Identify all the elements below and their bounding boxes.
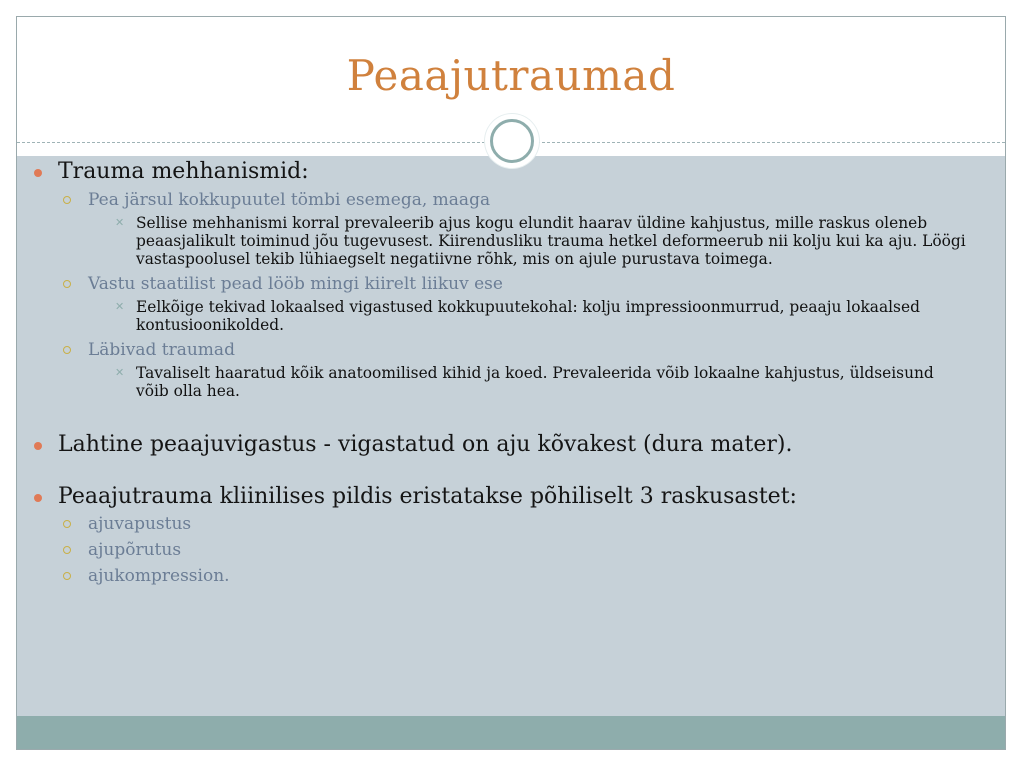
detail-item [30, 364, 966, 400]
bullet-dot-icon [34, 494, 42, 502]
sub-bullet-text: Vastu staatilist pead lööb mingi kiirelt liikuv ese [88, 274, 503, 294]
sub-bullet-text: Pea järsul kokkupuutel tömbi esemega, maaga [88, 190, 491, 210]
bullet-text: Peaajutrauma kliinilises pildis eristatakse põhiliselt 3 raskusastet: [58, 484, 797, 509]
ring-bullet-icon [63, 196, 71, 204]
sub-bullet-item [30, 273, 980, 295]
sub-bullet-text: Läbivad traumad [88, 340, 235, 360]
sub-bullet-item [30, 189, 980, 211]
ring-bullet-icon [63, 572, 71, 580]
ring-bullet-icon [63, 546, 71, 554]
sub-bullet-text: ajupõrutus [88, 540, 182, 560]
cross-bullet-icon: ✕ [115, 300, 125, 313]
sub-bullet-item [30, 339, 980, 361]
slide-title: Peaajutraumad [346, 51, 676, 100]
bullet-text: Lahtine peaajuvigastus - vigastatud on aju kõvakest (dura mater). [58, 432, 793, 457]
detail-text: Eelkõige tekivad lokaalsed vigastused kokkupuutekohal: kolju impressioonmurrud, peaaju lokaalsed kontusioonikolded. [136, 298, 920, 334]
bullet-dot-icon [34, 442, 42, 450]
sub-bullet-item [30, 513, 980, 535]
ring-bullet-icon [63, 520, 71, 528]
detail-text: Tavaliselt haaratud kõik anatoomilised kihid ja koed. Prevaleerida võib lokaalne kahjustus, üldseisund võib olla hea. [136, 364, 934, 400]
detail-item [30, 298, 966, 334]
detail-text: Sellise mehhanismi korral prevaleerib ajus kogu elundit haarav üldine kahjustus, mille raskus oleneb peaasjalikult toiminud jõu tugevusest. Kiirendusliku trauma hetkel deformeerub nii kolju kui ka aju. Löögi vastaspoolusel tekib lühiaegselt negatiivne rõhk, mis on ajule purustava toimega. [136, 214, 966, 268]
ring-bullet-icon [63, 346, 71, 354]
bullet-item [30, 431, 980, 459]
bullet-item [30, 483, 980, 511]
sub-bullet-item [30, 539, 980, 561]
sub-bullet-text: ajukompression. [88, 566, 230, 586]
detail-item [30, 214, 966, 268]
cross-bullet-icon: ✕ [115, 366, 125, 379]
bullet-dot-icon [34, 169, 42, 177]
bullet-item [30, 158, 980, 186]
ring-bullet-icon [63, 280, 71, 288]
footer-band [17, 716, 1005, 749]
sub-bullet-item [30, 565, 980, 587]
sub-bullet-text: ajuvapustus [88, 514, 192, 534]
bullet-list [30, 158, 980, 587]
bullet-text: Trauma mehhanismid: [58, 159, 309, 184]
cross-bullet-icon: ✕ [115, 216, 125, 229]
